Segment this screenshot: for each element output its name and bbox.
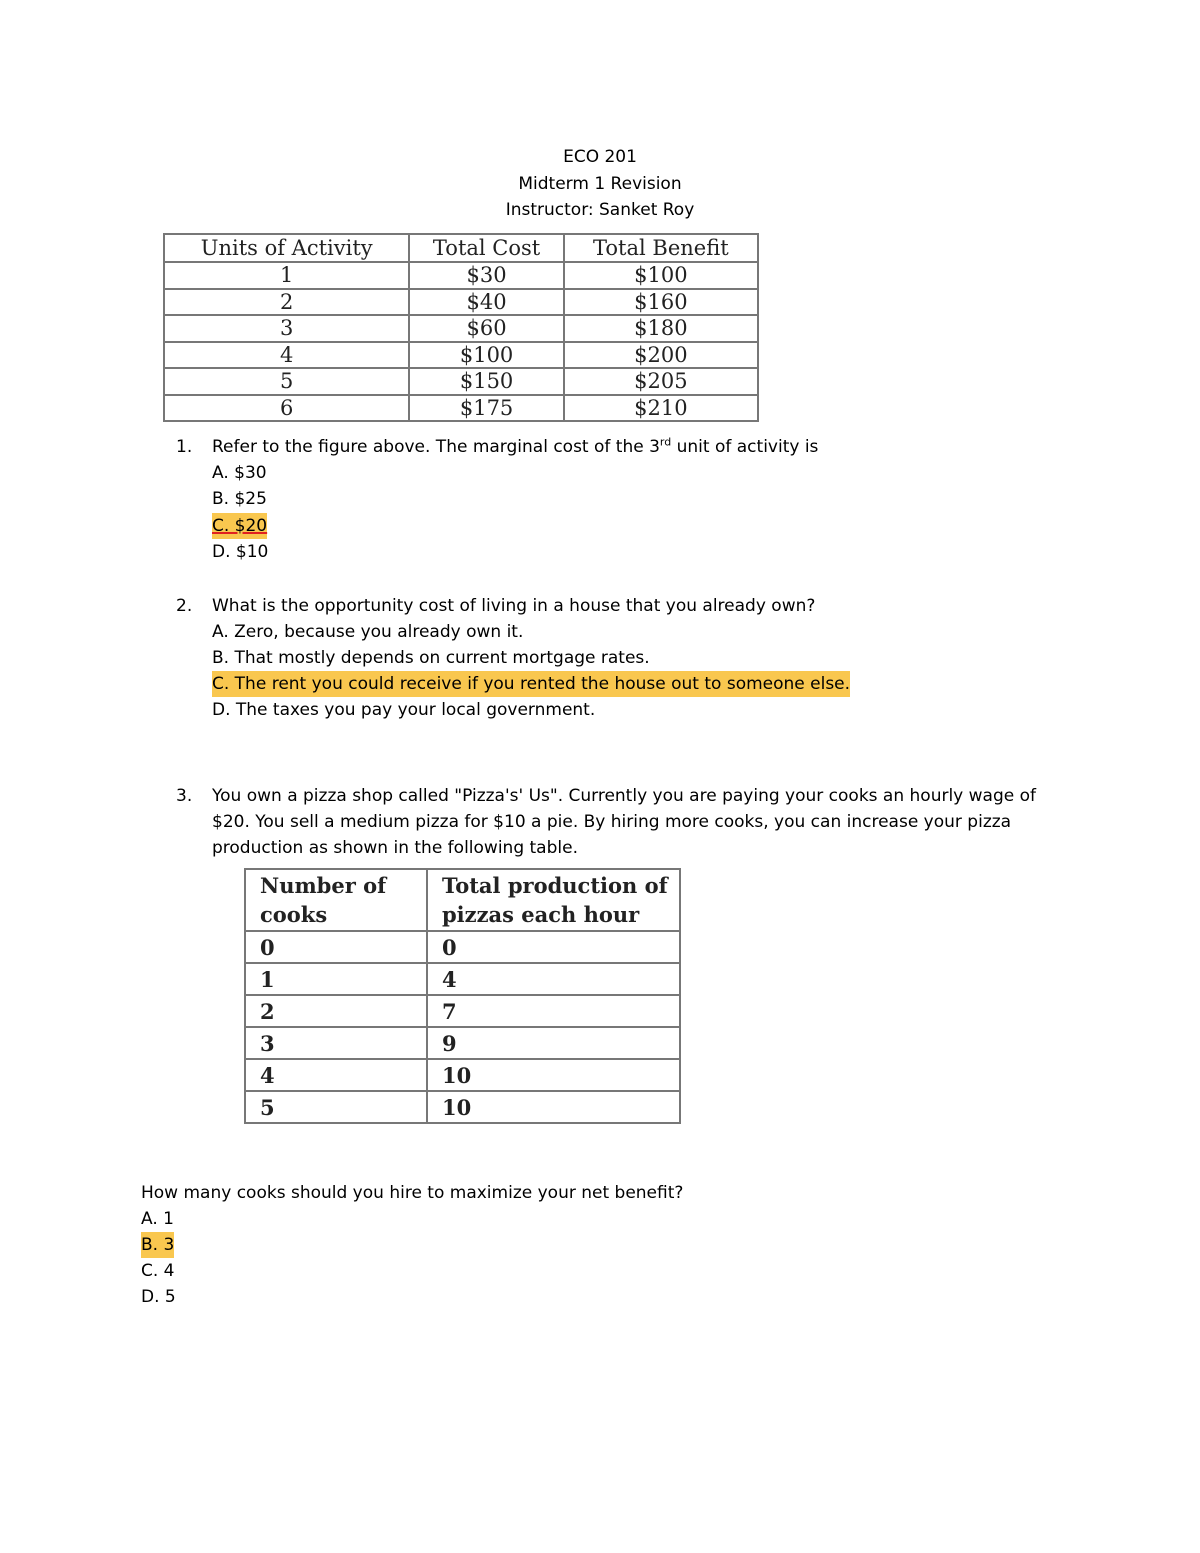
question-1: [0, 434, 1200, 574]
answer-option-highlighted: C. $20: [212, 513, 267, 539]
question-3: [0, 783, 1200, 863]
table-cell: $100: [409, 342, 563, 369]
question-4-text: How many cooks should you hire to maximize your net benefit?: [141, 1183, 684, 1203]
pizza-production-table: [244, 868, 681, 1124]
table-cell: 4: [245, 1059, 427, 1091]
question-text: Refer to the figure above. The marginal cost of the 3rd unit of activity is: [212, 435, 819, 457]
answer-option: D. $10: [212, 542, 269, 562]
table-row: [245, 963, 680, 995]
question-text: What is the opportunity cost of living in a house that you already own?: [212, 596, 816, 616]
table-cell: 4: [164, 342, 409, 369]
table-cell: 1: [245, 963, 427, 995]
table-cell: $180: [564, 315, 758, 342]
table-cell: $150: [409, 368, 563, 395]
table-cell: $175: [409, 395, 563, 422]
table-row: [245, 1059, 680, 1091]
table-row: [245, 1091, 680, 1123]
table-cell: 3: [164, 315, 409, 342]
table-cell: 2: [245, 995, 427, 1027]
table-header-cell: Total production of pizzas each hour: [427, 869, 680, 931]
table-header-row: [164, 234, 758, 262]
answer-option-highlighted: C. The rent you could receive if you rented the house out to someone else.: [212, 671, 850, 697]
instructor-line: Instructor: Sanket Roy: [505, 200, 695, 220]
table-cell: $30: [409, 262, 563, 289]
question-number: 1.: [176, 437, 193, 457]
table-cell: $205: [564, 368, 758, 395]
table-cell: 5: [245, 1091, 427, 1123]
table-cell: 0: [245, 931, 427, 963]
answer-option: B. That mostly depends on current mortgage rates.: [212, 648, 650, 668]
table-row: [164, 315, 758, 342]
question-text-line: You own a pizza shop called "Pizza's' Us". Currently you are paying your cooks an hourly wage of: [212, 786, 1037, 806]
question-number: 3.: [176, 786, 193, 806]
question-text-line: production as shown in the following table.: [212, 838, 578, 858]
table-row: [245, 995, 680, 1027]
cost-benefit-table: [163, 233, 759, 422]
table-row: [164, 262, 758, 289]
table-cell: $60: [409, 315, 563, 342]
answer-option: B. $25: [212, 489, 267, 509]
table-cell: 9: [427, 1027, 680, 1059]
table-cell: $160: [564, 289, 758, 316]
table-cell: $200: [564, 342, 758, 369]
table-cell: 7: [427, 995, 680, 1027]
table-cell: 3: [245, 1027, 427, 1059]
question-number: 2.: [176, 596, 193, 616]
table-cell: 5: [164, 368, 409, 395]
table-cell: 6: [164, 395, 409, 422]
answer-option: D. The taxes you pay your local government.: [212, 700, 596, 720]
table-header-row: [245, 869, 680, 931]
table-cell: $100: [564, 262, 758, 289]
answer-option: C. 4: [141, 1261, 175, 1281]
course-code: ECO 201: [563, 147, 637, 167]
answer-option: D. 5: [141, 1287, 176, 1307]
table-header-cell: Total Benefit: [564, 234, 758, 262]
table-row: [245, 1027, 680, 1059]
table-row: [164, 289, 758, 316]
table-row: [164, 368, 758, 395]
table-row: [164, 342, 758, 369]
table-cell: 10: [427, 1091, 680, 1123]
table-cell: 2: [164, 289, 409, 316]
question-text-line: $20. You sell a medium pizza for $10 a pie. By hiring more cooks, you can increase your pizza: [212, 812, 1012, 832]
table-cell: 4: [427, 963, 680, 995]
table-cell: $40: [409, 289, 563, 316]
table-cell: 0: [427, 931, 680, 963]
table-header-cell: Total Cost: [409, 234, 563, 262]
answer-option: A. Zero, because you already own it.: [212, 622, 524, 642]
document-title: Midterm 1 Revision: [518, 173, 682, 194]
question-2: [0, 593, 1200, 733]
table-cell: $210: [564, 395, 758, 422]
table-header-cell: Units of Activity: [164, 234, 409, 262]
answer-option-highlighted: B. 3: [141, 1232, 174, 1258]
table-row: [245, 931, 680, 963]
answer-option: A. $30: [212, 463, 267, 483]
table-cell: 1: [164, 262, 409, 289]
table-header-cell: Number of cooks: [245, 869, 427, 931]
table-row: [164, 395, 758, 422]
table-cell: 10: [427, 1059, 680, 1091]
answer-option: A. 1: [141, 1209, 174, 1229]
document-header: [0, 144, 1200, 224]
